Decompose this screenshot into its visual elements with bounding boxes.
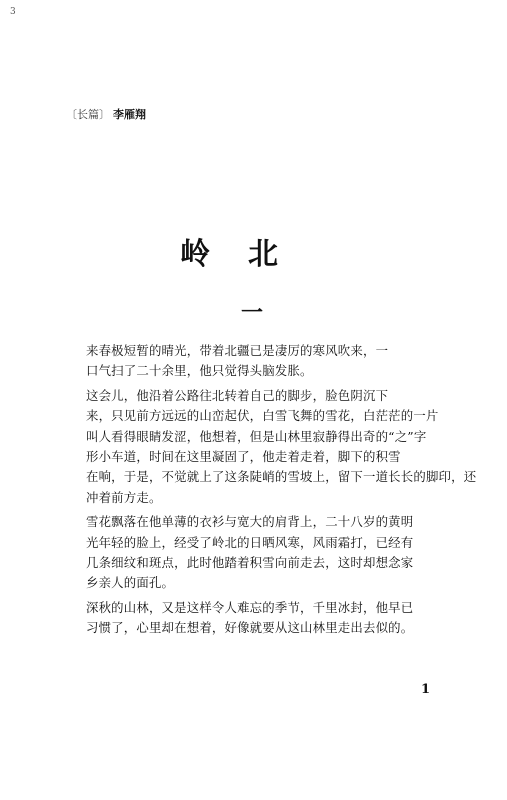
text-line: 冲着前方走。 [86, 489, 162, 505]
chapter-title: 岭北 [180, 237, 316, 272]
text-line: 光年轻的脸上，经受了岭北的日晒风寒，风雨霜打，已经有 [86, 534, 414, 550]
author-name: 李雁翔 [113, 108, 146, 121]
text-line: 这会儿，他沿着公路往北转着自己的脚步，脸色阴沉下 [86, 387, 389, 403]
text-line: 深秋的山林，又是这样令人难忘的季节，千里冰封，他早已 [86, 599, 414, 615]
text-line: 叫人看得眼睛发涩，他想着，但是山林里寂静得出奇的“之”字 [86, 428, 427, 444]
text-line: 几条细纹和斑点，此时他踏着积雪向前走去，这时却想念家 [86, 554, 414, 570]
text-line: 形小车道，时间在这里凝固了，他走着走着，脚下的积雪 [86, 448, 401, 464]
corner-mark: 3 [10, 7, 16, 17]
text-line: 来春极短暂的晴光，带着北疆已是凄厉的寒风吹来，一 [86, 343, 389, 358]
body-text [86, 341, 477, 638]
paragraph [86, 598, 431, 639]
author-note [66, 108, 146, 122]
section-number: 一 [240, 300, 263, 326]
text-line: 乡亲人的面孔。 [86, 575, 175, 591]
page-number: 1 [421, 682, 431, 697]
text-line: 雪花飘落在他单薄的衣衫与宽大的肩背上，二十八岁的黄明 [86, 514, 414, 530]
paragraph [86, 512, 431, 594]
text-line: 口气扫了二十余里，他只觉得头脑发胀。 [86, 363, 313, 379]
paragraph [86, 386, 477, 508]
text-line: 来，只见前方远远的山峦起伏，白雪飞舞的雪花，白茫茫的一片 [86, 408, 439, 424]
genre-tag: 〔长篇〕 [66, 108, 110, 121]
text-line: 在响，于是，不觉就上了这条陡峭的雪坡上，留下一道长长的脚印，还 [86, 469, 477, 485]
text-line: 习惯了，心里却在想着，好像就要从这山林里走出去似的。 [86, 620, 414, 636]
paragraph [86, 341, 431, 382]
